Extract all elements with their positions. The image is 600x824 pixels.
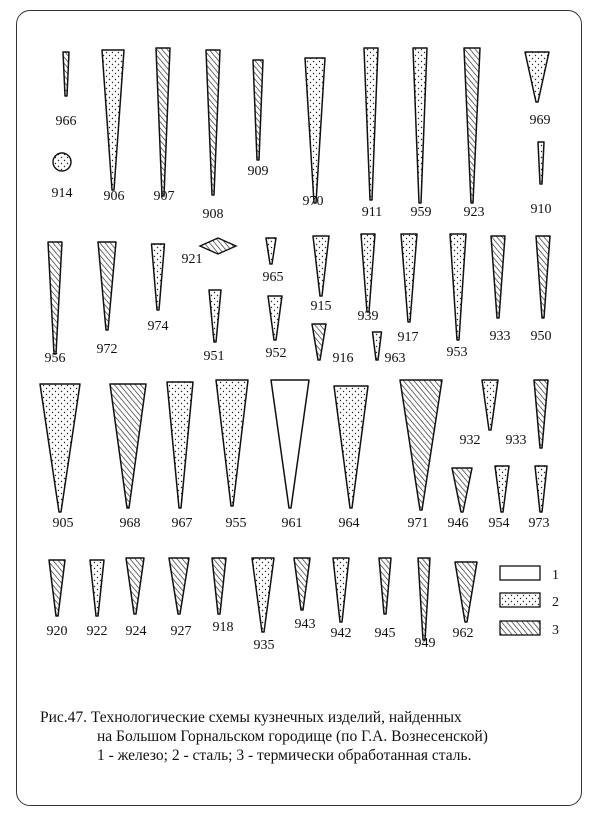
artifact-label: 965 (262, 270, 284, 285)
artifact-label: 933 (489, 329, 511, 344)
artifact-label: 949 (414, 636, 436, 651)
artifact-label: 954 (488, 516, 510, 531)
artifact-label: 908 (202, 207, 224, 222)
artifact-outline (102, 50, 124, 190)
artifact-outline (450, 234, 466, 340)
artifact-outline (266, 238, 276, 264)
artifact-953 (450, 234, 466, 340)
artifact-974 (152, 244, 165, 310)
caption-line-2: на Большом Горнальском городище (по Г.А. Вознесенской) (97, 728, 488, 745)
artifact-946 (452, 468, 472, 512)
artifact-956 (48, 242, 62, 354)
artifact-label: 914 (51, 186, 73, 201)
artifact-outline (536, 236, 550, 318)
artifact-outline (216, 380, 248, 506)
artifact-outline (98, 242, 116, 330)
artifact-outline (212, 558, 226, 614)
artifact-outline (538, 142, 544, 184)
figure-caption (40, 708, 570, 765)
artifact-label: 973 (528, 516, 550, 531)
artifact-962 (455, 562, 477, 622)
artifact-920 (49, 560, 65, 616)
artifact-outline (379, 558, 391, 614)
artifact-label: 924 (125, 624, 147, 639)
legend-swatch (500, 593, 540, 607)
artifact-971 (400, 380, 442, 510)
artifact-916 (312, 324, 326, 360)
artifact-939 (361, 234, 375, 312)
artifact-964 (334, 386, 368, 508)
artifact-outline (156, 48, 170, 196)
artifact-outline (455, 562, 477, 622)
artifact-label: 945 (374, 626, 396, 641)
artifact-label: 935 (253, 638, 275, 653)
caption-line-3: 1 - железо; 2 - сталь; 3 - термически обработанная сталь. (97, 747, 472, 764)
artifact-outline (49, 560, 65, 616)
artifact-outline (305, 58, 325, 203)
artifact-910 (538, 142, 544, 184)
artifact-outline (400, 380, 442, 510)
artifact-outline (294, 558, 310, 610)
artifact-label: 952 (265, 346, 287, 361)
artifact-label: 956 (44, 351, 66, 366)
artifact-outline (491, 236, 505, 318)
artifact-922 (90, 560, 104, 616)
artifact-927 (169, 558, 189, 614)
artifact-949 (418, 558, 430, 640)
artifact-909 (253, 60, 263, 160)
artifact-label: 917 (397, 330, 419, 345)
artifact-966 (63, 52, 69, 96)
artifact-label: 921 (181, 252, 203, 267)
artifact-outline (53, 153, 71, 171)
artifact-outline (482, 380, 498, 430)
artifact-921 (200, 238, 236, 254)
artifact-942 (333, 558, 349, 622)
artifact-outline (364, 48, 378, 200)
artifact-945 (379, 558, 391, 614)
artifact-908 (206, 50, 220, 195)
artifact-915 (313, 236, 329, 296)
artifact-954 (495, 466, 509, 512)
artifact-label: 939 (357, 309, 379, 324)
artifact-outline (464, 48, 480, 203)
artifact-outline (333, 558, 349, 622)
artifact-label: 906 (103, 189, 125, 204)
artifact-outline (90, 560, 104, 616)
artifact-label: 927 (170, 624, 192, 639)
artifact-outline (152, 244, 165, 310)
artifact-outline (418, 558, 430, 640)
legend-item-2 (500, 593, 559, 610)
artifact-label: 961 (281, 516, 303, 531)
artifact-outline (206, 50, 220, 195)
artifact-label: 911 (361, 205, 383, 220)
artifact-label: 916 (332, 351, 354, 366)
artifact-911 (364, 48, 378, 200)
artifact-outline (525, 52, 549, 102)
artifact-label: 909 (247, 164, 269, 179)
artifact-label: 959 (410, 205, 432, 220)
artifact-label: 942 (330, 626, 352, 641)
artifact-951 (209, 290, 221, 342)
artifact-label: 923 (463, 205, 485, 220)
artifact-967 (167, 382, 193, 508)
artifact-918 (212, 558, 226, 614)
artifact-933 (534, 380, 548, 448)
artifact-923 (464, 48, 480, 203)
artifact-outline (271, 380, 309, 508)
legend-label: 2 (552, 595, 559, 610)
legend-swatch (500, 566, 540, 580)
artifact-label: 964 (338, 516, 360, 531)
artifact-outline (313, 236, 329, 296)
artifact-outline (268, 296, 282, 340)
artifact-label: 966 (55, 114, 77, 129)
artifact-label: 962 (452, 626, 474, 641)
artifact-outline (40, 384, 80, 512)
artifact-932 (482, 380, 498, 430)
artifact-907 (156, 48, 170, 196)
artifact-label: 907 (153, 189, 175, 204)
artifact-968 (110, 384, 146, 508)
artifact-label: 968 (119, 516, 141, 531)
artifact-label: 943 (294, 617, 316, 632)
artifact-label: 950 (530, 329, 552, 344)
artifact-outline (334, 386, 368, 508)
artifact-917 (401, 234, 417, 322)
caption-line-1: Рис.47. Технологические схемы кузнечных изделий, найденных (40, 709, 462, 726)
artifact-935 (252, 558, 274, 632)
artifact-905 (40, 384, 80, 512)
artifact-outline (534, 380, 548, 448)
legend-label: 3 (552, 623, 559, 638)
artifact-label: 920 (46, 624, 68, 639)
artifact-label: 918 (212, 620, 234, 635)
artifact-906 (102, 50, 124, 190)
artifact-outline (167, 382, 193, 508)
artifact-label: 967 (171, 516, 193, 531)
legend-swatch (500, 621, 540, 635)
artifact-outline (126, 558, 144, 614)
artifact-label: 969 (529, 113, 551, 128)
artifact-outline (169, 558, 189, 614)
artifact-label: 974 (147, 319, 169, 334)
artifact-label: 922 (86, 624, 108, 639)
artifact-outline (200, 238, 236, 254)
artifact-952 (268, 296, 282, 340)
legend-label: 1 (552, 568, 559, 583)
artifact-924 (126, 558, 144, 614)
artifact-955 (216, 380, 248, 506)
artifact-label: 951 (203, 349, 225, 364)
artifact-label: 972 (96, 342, 118, 357)
artifact-outline (209, 290, 221, 342)
artifact-outline (48, 242, 62, 354)
artifact-outline (495, 466, 509, 512)
artifact-outline (373, 332, 382, 360)
artifact-961 (271, 380, 309, 508)
artifact-label: 915 (310, 299, 332, 314)
artifact-outline (452, 468, 472, 512)
artifact-label: 963 (384, 351, 406, 366)
artifact-943 (294, 558, 310, 610)
artifact-label: 955 (225, 516, 247, 531)
artifact-outline (361, 234, 375, 312)
artifact-914 (53, 153, 71, 171)
artifact-950 (536, 236, 550, 318)
artifact-970 (305, 58, 325, 203)
artifact-965 (266, 238, 276, 264)
artifact-963 (373, 332, 382, 360)
artifact-label: 910 (530, 202, 552, 217)
artifact-outline (312, 324, 326, 360)
artifact-label: 905 (52, 516, 74, 531)
artifact-label: 970 (302, 194, 324, 209)
artifact-outline (252, 558, 274, 632)
artifact-969 (525, 52, 549, 102)
artifact-outline (63, 52, 69, 96)
artifact-outline (535, 466, 547, 512)
artifact-933 (491, 236, 505, 318)
artifact-outline (253, 60, 263, 160)
artifact-label: 933 (505, 433, 527, 448)
artifact-label: 953 (446, 345, 468, 360)
legend-item-1 (500, 566, 559, 583)
artifact-label: 971 (407, 516, 429, 531)
artifact-outline (401, 234, 417, 322)
legend-item-3 (500, 621, 559, 638)
artifact-959 (413, 48, 427, 203)
artifact-outline (413, 48, 427, 203)
artifact-972 (98, 242, 116, 330)
artifact-outline (110, 384, 146, 508)
artifact-label: 932 (459, 433, 481, 448)
artifact-973 (535, 466, 547, 512)
artifact-label: 946 (447, 516, 469, 531)
